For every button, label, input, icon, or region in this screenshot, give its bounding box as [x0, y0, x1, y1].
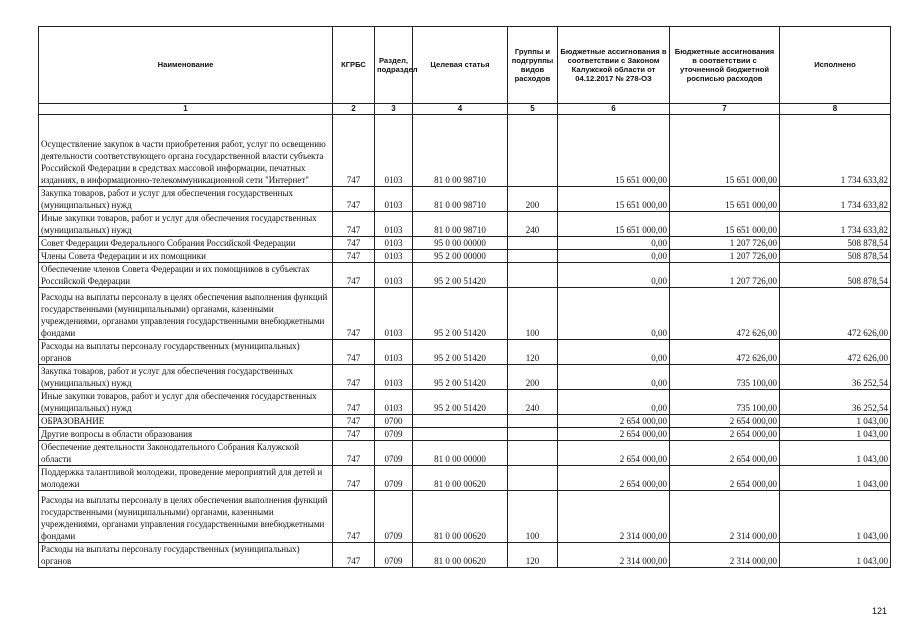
row-refined-allocation: 472 626,00 [670, 340, 780, 365]
row-kgrbs: 747 [333, 340, 375, 365]
row-target-article: 95 2 00 51420 [413, 340, 508, 365]
row-law-allocation: 0,00 [558, 340, 670, 365]
row-name: Закупка товаров, работ и услуг для обеспечения государственных (муниципальных) нужд [39, 365, 333, 390]
row-executed: 36 252,54 [780, 390, 891, 415]
column-number: 1 [39, 104, 333, 115]
row-refined-allocation: 15 651 000,00 [670, 212, 780, 237]
row-executed: 36 252,54 [780, 365, 891, 390]
row-executed: 508 878,54 [780, 250, 891, 263]
column-number: 7 [670, 104, 780, 115]
row-target-article: 95 0 00 00000 [413, 237, 508, 250]
row-law-allocation: 2 314 000,00 [558, 543, 670, 568]
row-kgrbs: 747 [333, 543, 375, 568]
row-kgrbs: 747 [333, 115, 375, 187]
table-row [39, 390, 891, 415]
row-executed: 1 734 633,82 [780, 212, 891, 237]
row-kgrbs: 747 [333, 187, 375, 212]
header-executed: Исполнено [780, 27, 891, 104]
row-razdel: 0709 [375, 441, 413, 466]
row-target-article: 81 0 00 98710 [413, 212, 508, 237]
row-kgrbs: 747 [333, 491, 375, 543]
row-target-article: 95 2 00 51420 [413, 390, 508, 415]
row-razdel: 0709 [375, 466, 413, 491]
table-row [39, 212, 891, 237]
row-razdel: 0103 [375, 237, 413, 250]
row-target-article [413, 428, 508, 441]
header-refined-allocations: Бюджетные ассигнования в соответствии с уточненной бюджетной росписью расходов [670, 27, 780, 104]
row-kgrbs: 747 [333, 365, 375, 390]
row-razdel: 0103 [375, 340, 413, 365]
row-kgrbs: 747 [333, 212, 375, 237]
row-law-allocation: 0,00 [558, 250, 670, 263]
row-law-allocation: 15 651 000,00 [558, 212, 670, 237]
row-executed: 1 043,00 [780, 441, 891, 466]
row-target-article: 81 0 00 98710 [413, 115, 508, 187]
row-name: Другие вопросы в области образования [39, 428, 333, 441]
row-name: Обеспечение деятельности Законодательного Собрания Калужской области [39, 441, 333, 466]
row-razdel: 0709 [375, 491, 413, 543]
row-executed: 1 734 633,82 [780, 115, 891, 187]
row-kgrbs: 747 [333, 288, 375, 340]
row-target-article: 95 2 00 51420 [413, 288, 508, 340]
row-razdel: 0103 [375, 115, 413, 187]
row-refined-allocation: 15 651 000,00 [670, 187, 780, 212]
row-executed: 1 734 633,82 [780, 187, 891, 212]
budget-table [38, 26, 891, 568]
row-kgrbs: 747 [333, 237, 375, 250]
row-target-article [413, 415, 508, 428]
table-row [39, 250, 891, 263]
row-refined-allocation: 735 100,00 [670, 365, 780, 390]
row-name: ОБРАЗОВАНИЕ [39, 415, 333, 428]
header-razdel: Раздел, подраздел [375, 27, 413, 104]
table-row [39, 237, 891, 250]
row-name: Расходы на выплаты персоналу в целях обеспечения выполнения функций государственными (муниципальными) органами, казенными учреждениями, органами управления государственными внебюджетными фондами [39, 288, 333, 340]
table-row [39, 466, 891, 491]
row-expense-group: 240 [508, 390, 558, 415]
table-row [39, 187, 891, 212]
row-kgrbs: 747 [333, 250, 375, 263]
row-expense-group: 200 [508, 187, 558, 212]
row-refined-allocation: 472 626,00 [670, 288, 780, 340]
row-expense-group [508, 428, 558, 441]
row-refined-allocation: 1 207 726,00 [670, 250, 780, 263]
row-name: Закупка товаров, работ и услуг для обеспечения государственных (муниципальных) нужд [39, 187, 333, 212]
row-law-allocation: 2 654 000,00 [558, 441, 670, 466]
row-expense-group: 100 [508, 288, 558, 340]
header-kgrbs: КГРБС [333, 27, 375, 104]
row-law-allocation: 2 654 000,00 [558, 428, 670, 441]
column-number: 8 [780, 104, 891, 115]
column-number: 2 [333, 104, 375, 115]
row-name: Иные закупки товаров, работ и услуг для обеспечения государственных (муниципальных) нужд [39, 390, 333, 415]
row-refined-allocation: 2 314 000,00 [670, 491, 780, 543]
row-razdel: 0103 [375, 263, 413, 288]
row-law-allocation: 2 654 000,00 [558, 466, 670, 491]
row-expense-group [508, 415, 558, 428]
column-number: 6 [558, 104, 670, 115]
row-law-allocation: 0,00 [558, 365, 670, 390]
table-row [39, 115, 891, 187]
row-executed: 1 043,00 [780, 415, 891, 428]
header-law-allocations: Бюджетные ассигнования в соответствии с Законом Калужской области от 04.12.2017 № 278-ОЗ [558, 27, 670, 104]
row-target-article: 81 0 00 00620 [413, 543, 508, 568]
row-expense-group: 200 [508, 365, 558, 390]
row-target-article: 81 0 00 00000 [413, 441, 508, 466]
row-target-article: 95 2 00 51420 [413, 263, 508, 288]
row-executed: 508 878,54 [780, 237, 891, 250]
row-name: Обеспечение членов Совета Федерации и их помощников в субъектах Российской Федерации [39, 263, 333, 288]
row-name: Расходы на выплаты персоналу государственных (муниципальных) органов [39, 543, 333, 568]
table-row [39, 543, 891, 568]
row-refined-allocation: 2 654 000,00 [670, 428, 780, 441]
row-law-allocation: 0,00 [558, 288, 670, 340]
column-number: 5 [508, 104, 558, 115]
row-razdel: 0103 [375, 250, 413, 263]
row-refined-allocation: 1 207 726,00 [670, 237, 780, 250]
column-number: 3 [375, 104, 413, 115]
row-refined-allocation: 2 654 000,00 [670, 466, 780, 491]
row-razdel: 0103 [375, 212, 413, 237]
row-kgrbs: 747 [333, 428, 375, 441]
row-executed: 1 043,00 [780, 491, 891, 543]
row-refined-allocation: 735 100,00 [670, 390, 780, 415]
row-razdel: 0103 [375, 365, 413, 390]
row-target-article: 81 0 00 98710 [413, 187, 508, 212]
header-row [39, 27, 891, 104]
row-name: Иные закупки товаров, работ и услуг для обеспечения государственных (муниципальных) нужд [39, 212, 333, 237]
table-row [39, 491, 891, 543]
row-name: Осуществление закупок в части приобретения работ, услуг по освещению деятельности соответствующего органа государственной власти субъекта Российской Федерации в средствах массовой информации, печатных изданиях, в информационно-телекоммуникационной сети "Интернет" [39, 115, 333, 187]
row-kgrbs: 747 [333, 263, 375, 288]
table-row [39, 415, 891, 428]
row-expense-group: 120 [508, 543, 558, 568]
header-target-article: Целевая статья [413, 27, 508, 104]
row-name: Расходы на выплаты персоналу государственных (муниципальных) органов [39, 340, 333, 365]
row-kgrbs: 747 [333, 466, 375, 491]
row-expense-group [508, 237, 558, 250]
header-name: Наименование [39, 27, 333, 104]
row-refined-allocation: 2 654 000,00 [670, 441, 780, 466]
row-executed: 1 043,00 [780, 543, 891, 568]
row-refined-allocation: 15 651 000,00 [670, 115, 780, 187]
table-row [39, 263, 891, 288]
row-executed: 1 043,00 [780, 466, 891, 491]
page-number: 121 [872, 606, 888, 616]
row-executed: 472 626,00 [780, 340, 891, 365]
row-law-allocation: 0,00 [558, 263, 670, 288]
row-refined-allocation: 2 314 000,00 [670, 543, 780, 568]
row-kgrbs: 747 [333, 415, 375, 428]
row-razdel: 0700 [375, 415, 413, 428]
row-law-allocation: 0,00 [558, 237, 670, 250]
row-executed: 508 878,54 [780, 263, 891, 288]
row-refined-allocation: 1 207 726,00 [670, 263, 780, 288]
row-target-article: 81 0 00 00620 [413, 491, 508, 543]
row-expense-group: 120 [508, 340, 558, 365]
column-number: 4 [413, 104, 508, 115]
row-law-allocation: 15 651 000,00 [558, 115, 670, 187]
row-expense-group [508, 441, 558, 466]
row-expense-group: 240 [508, 212, 558, 237]
header-expense-groups: Группы и подгруппы видов расходов [508, 27, 558, 104]
row-kgrbs: 747 [333, 390, 375, 415]
row-expense-group [508, 263, 558, 288]
row-law-allocation: 0,00 [558, 390, 670, 415]
row-target-article: 95 2 00 00000 [413, 250, 508, 263]
row-razdel: 0103 [375, 390, 413, 415]
row-kgrbs: 747 [333, 441, 375, 466]
row-razdel: 0103 [375, 187, 413, 212]
table-body [39, 115, 891, 568]
row-law-allocation: 2 314 000,00 [558, 491, 670, 543]
table-row [39, 428, 891, 441]
row-razdel: 0103 [375, 288, 413, 340]
row-executed: 1 043,00 [780, 428, 891, 441]
column-number-row [39, 104, 891, 115]
row-razdel: 0709 [375, 428, 413, 441]
row-refined-allocation: 2 654 000,00 [670, 415, 780, 428]
table-row [39, 365, 891, 390]
row-expense-group [508, 466, 558, 491]
row-name: Поддержка талантливой молодежи, проведение мероприятий для детей и молодежи [39, 466, 333, 491]
row-expense-group: 100 [508, 491, 558, 543]
table-row [39, 340, 891, 365]
row-target-article: 81 0 00 00620 [413, 466, 508, 491]
row-executed: 472 626,00 [780, 288, 891, 340]
table-row [39, 288, 891, 340]
row-razdel: 0709 [375, 543, 413, 568]
row-law-allocation: 2 654 000,00 [558, 415, 670, 428]
row-expense-group [508, 250, 558, 263]
row-name: Расходы на выплаты персоналу в целях обеспечения выполнения функций государственными (муниципальными) органами, казенными учреждениями, органами управления государственными внебюджетными фондами [39, 491, 333, 543]
row-target-article: 95 2 00 51420 [413, 365, 508, 390]
table-row [39, 441, 891, 466]
row-law-allocation: 15 651 000,00 [558, 187, 670, 212]
row-name: Совет Федерации Федерального Собрания Российской Федерации [39, 237, 333, 250]
row-name: Члены Совета Федерации и их помощники [39, 250, 333, 263]
row-expense-group [508, 115, 558, 187]
